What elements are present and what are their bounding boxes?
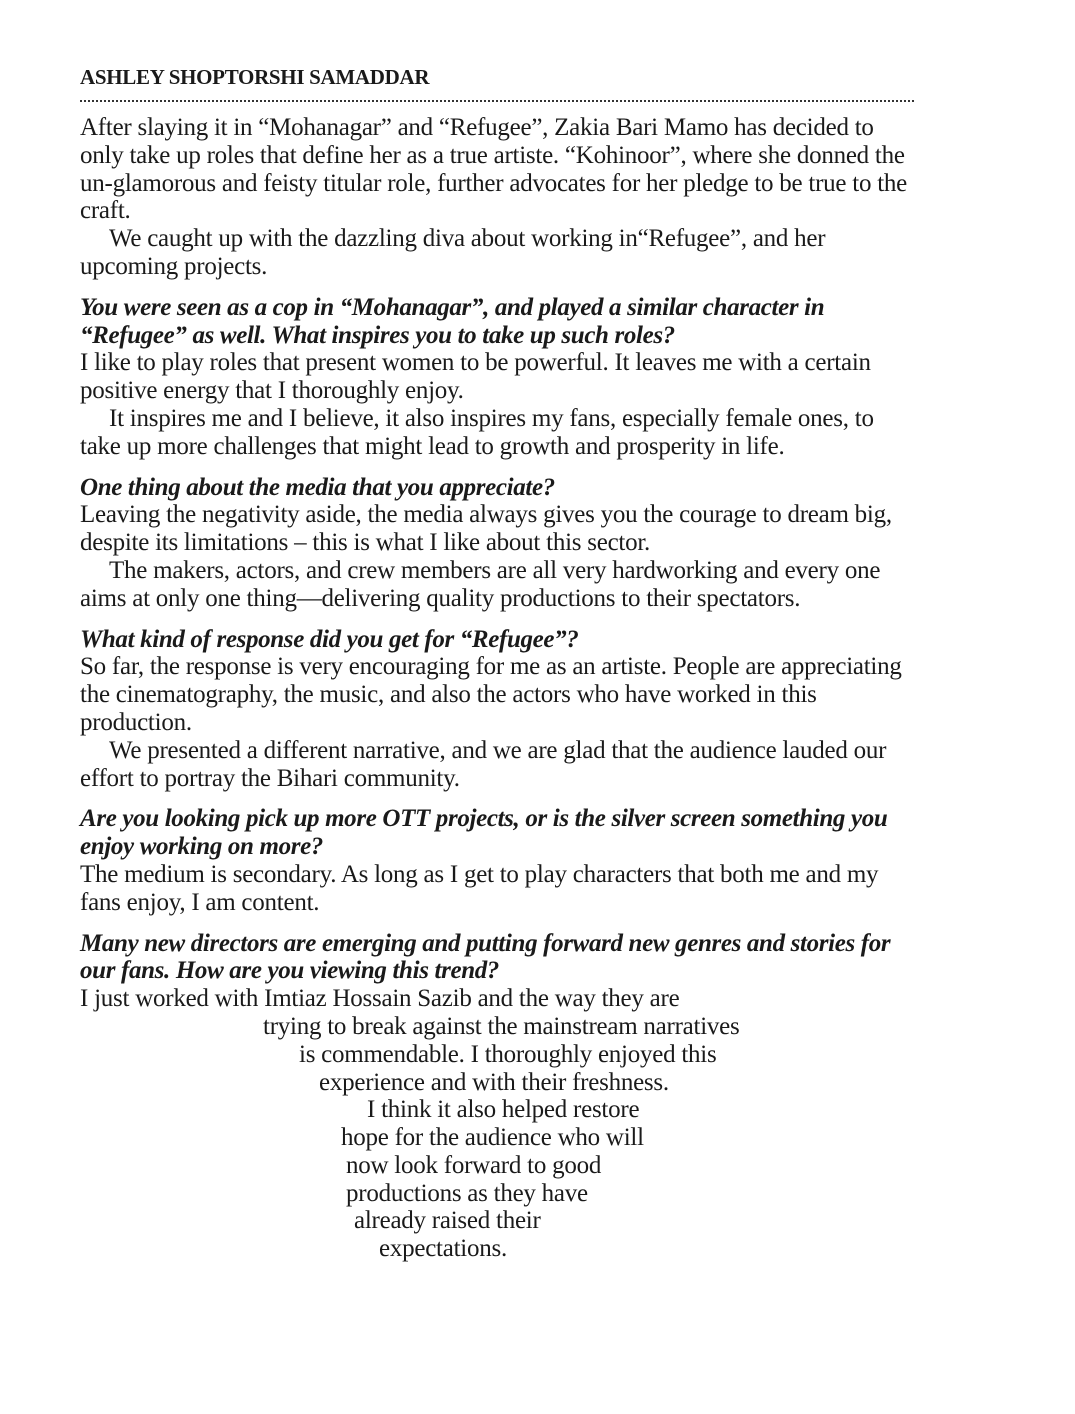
answer-line: expectations. <box>379 1235 507 1263</box>
question: Are you looking pick up more OTT projects, or is the silver screen something you enjoy working on more? <box>80 805 888 861</box>
answer-line: now look forward to good <box>346 1151 602 1179</box>
article-page <box>80 62 916 1263</box>
answer-line: already raised their <box>354 1207 541 1235</box>
byline: ASHLEY SHOPTORSHI SAMADDAR <box>80 65 430 89</box>
question: Many new directors are emerging and putting forward new genres and stories for our fans. How are you viewing this trend? <box>80 929 891 985</box>
question: What kind of response did you get for “Refugee”? <box>80 625 579 653</box>
answer-paragraph: I like to play roles that present women to be powerful. It leaves me with a certain positive energy that I thoroughly enjoy. <box>80 349 871 405</box>
answer-paragraph: We presented a different narrative, and we are glad that the audience lauded our effort to portray the Bihari community. <box>80 736 887 792</box>
answer-paragraph: The medium is secondary. As long as I get to play characters that both me and my fans enjoy, I am content. <box>80 860 879 916</box>
answer-line: experience and with their freshness. <box>319 1068 669 1096</box>
answer-line: is commendable. I thoroughly enjoyed this <box>299 1040 717 1068</box>
answer-line: I think it also helped restore <box>367 1096 640 1124</box>
dotted-rule <box>80 100 914 102</box>
answer-paragraph: Leaving the negativity aside, the media always gives you the courage to dream big, despite its limitations – this is what I like about this sector. <box>80 501 892 557</box>
intro-paragraph: After slaying it in “Mohanagar” and “Refugee”, Zakia Bari Mamo has decided to only take up roles that define her as a true artiste. “Kohinoor”, where she donned the un-glamorous and feisty titular role, further advocates for her pledge to be true to the craft. <box>80 114 908 225</box>
answer-line: hope for the audience who will <box>341 1124 644 1152</box>
answer-paragraph: So far, the response is very encouraging for me as an artiste. People are appreciating the cinematography, the music, and also the actors who have worked in this production. <box>80 653 902 736</box>
article-body <box>80 114 916 1263</box>
answer-paragraph: The makers, actors, and crew members are all very hardworking and every one aims at only one thing—delivering quality productions to their spectators. <box>80 556 881 612</box>
answer-line: trying to break against the mainstream narratives <box>263 1012 740 1040</box>
question: One thing about the media that you appreciate? <box>80 473 555 501</box>
answer-line: I just worked with Imtiaz Hossain Sazib and the way they are <box>80 985 680 1013</box>
shaped-answer <box>80 985 916 1263</box>
answer-paragraph: It inspires me and I believe, it also inspires my fans, especially female ones, to take up more challenges that might lead to growth and prosperity in life. <box>80 404 874 460</box>
answer-line: productions as they have <box>346 1179 588 1207</box>
question: You were seen as a cop in “Mohanagar”, and played a similar character in “Refugee” as well. What inspires you to take up such roles? <box>80 293 825 349</box>
intro-paragraph: We caught up with the dazzling diva about working in“Refugee”, and her upcoming projects. <box>80 225 826 280</box>
